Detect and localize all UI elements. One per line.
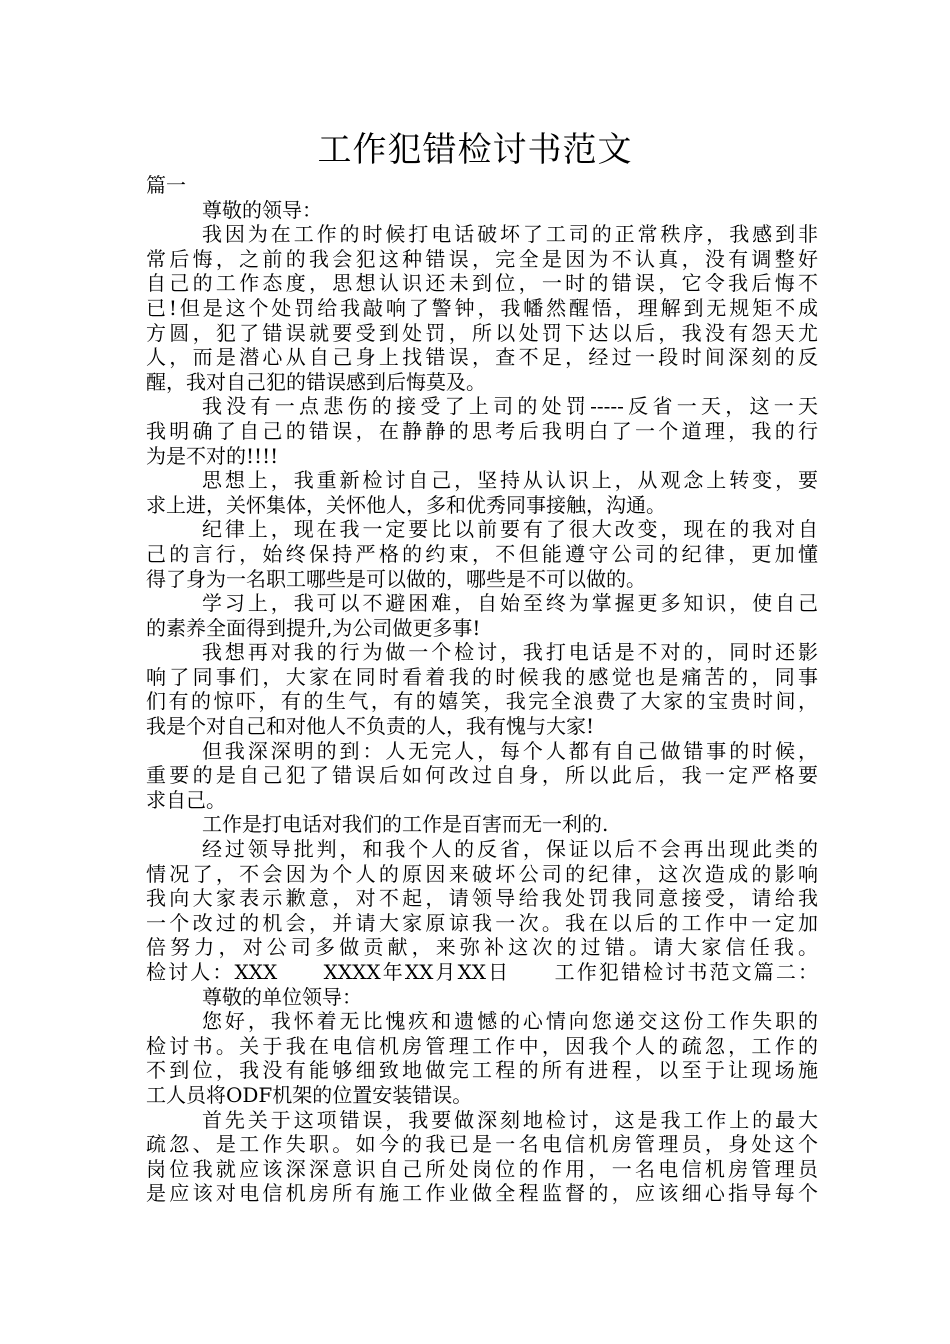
- text-line: 求自己。: [146, 787, 226, 812]
- text-line: 倍努力，对公司多做贡献，来弥补这次的过错。请大家信任我。: [146, 935, 818, 960]
- text-line: 我是个对自己和对他人不负责的人，我有愧与大家!: [146, 714, 595, 739]
- text-line: 工作是打电话对我们的工作是百害而无一利的.: [202, 812, 609, 837]
- text-line: 情况了，不会因为个人的原因来破坏公司的纪律，这次造成的影响: [146, 861, 818, 886]
- text-line: 醒，我对自己犯的错误感到后悔莫及。: [146, 369, 486, 394]
- text-line: 首先关于这项错误，我要做深刻地检讨，这是我工作上的最大: [202, 1107, 818, 1132]
- text-line: 是应该对电信机房所有施工作业做全程监督的，应该细心指导每个: [146, 1181, 818, 1206]
- text-line: 为是不对的!!!!: [146, 443, 279, 468]
- text-line: 检讨书。关于我在电信机房管理工作中，因我个人的疏忽，工作的: [146, 1033, 818, 1058]
- text-line: 但我深深明的到：人无完人，每个人都有自己做错事的时候，: [202, 738, 818, 763]
- text-line: 尊敬的领导：: [202, 197, 322, 222]
- text-line: 纪律上，现在我一定要比以前要有了很大改变，现在的我对自: [202, 517, 818, 542]
- text-line: 篇一: [146, 173, 186, 197]
- text-line: 一个改过的机会，并请大家原谅我一次。我在以后的工作中一定加: [146, 910, 818, 935]
- text-line: 己的言行，始终保持严格的约束，不但能遵守公司的纪律，更加懂: [146, 541, 818, 566]
- text-line: 的素养全面得到提升,为公司做更多事!: [146, 615, 481, 640]
- text-line: 不到位，我没有能够细致地做完工程的所有进程，以至于让现场施: [146, 1058, 818, 1083]
- text-line: 自己的工作态度，思想认识还未到位，一时的错误，它令我后悔不: [146, 271, 818, 296]
- text-line: 检讨人：XXX XXXX年XX月XX日 工作犯错检讨书范文篇二：: [146, 960, 818, 984]
- text-line: 思想上，我重新检讨自己，坚持从认识上，从观念上转变，要: [202, 468, 818, 493]
- text-line: 响了同事们，大家在同时看着我的时候我的感觉也是痛苦的，同事: [146, 664, 818, 689]
- document-body: [146, 173, 818, 1206]
- text-line: 我因为在工作的时候打电话破坏了工司的正常秩序，我感到非: [202, 222, 818, 247]
- text-line: 方圆，犯了错误就要受到处罚，所以处罚下达以后，我没有怨天尤: [146, 320, 818, 345]
- text-line: 学习上，我可以不避困难，自始至终为掌握更多知识，使自己: [202, 591, 818, 616]
- text-line: 经过领导批判，和我个人的反省，保证以后不会再出现此类的: [202, 837, 818, 862]
- text-line: 工人员将ODF机架的位置安装错误。: [146, 1082, 473, 1107]
- text-line: 重要的是自己犯了错误后如何改过自身，所以此后，我一定严格要: [146, 763, 818, 788]
- text-line: 我明确了自己的错误，在静静的思考后我明白了一个道理，我的行: [146, 418, 818, 443]
- text-line: 尊敬的单位领导：: [202, 984, 362, 1009]
- text-line: 们有的惊吓，有的生气，有的嬉笑，我完全浪费了大家的宝贵时间，: [146, 689, 818, 714]
- text-line: 已!但是这个处罚给我敲响了警钟，我幡然醒悟，理解到无规矩不成: [146, 295, 818, 320]
- text-line: 您好，我怀着无比愧疚和遗憾的心情向您递交这份工作失职的: [202, 1009, 818, 1034]
- text-line: 我向大家表示歉意，对不起，请领导给我处罚我同意接受，请给我: [146, 886, 818, 911]
- text-line: 求上进，关怀集体，关怀他人，多和优秀同事接触，沟通。: [146, 492, 666, 517]
- text-line: 我想再对我的行为做一个检讨，我打电话是不对的，同时还影: [202, 640, 818, 665]
- text-line: 疏忽、是工作失职。如今的我已是一名电信机房管理员，身处这个: [146, 1132, 818, 1157]
- document-title: 工作犯错检讨书范文: [317, 130, 633, 170]
- text-line: 我没有一点悲伤的接受了上司的处罚-----反省一天，这一天: [202, 394, 818, 419]
- text-line: 常后悔，之前的我会犯这种错误，完全是因为不认真，没有调整好: [146, 246, 818, 271]
- text-line: 人，而是潜心从自己身上找错误，查不足，经过一段时间深刻的反: [146, 345, 818, 370]
- text-line: 得了身为一名职工哪些是可以做的，哪些是不可以做的。: [146, 566, 646, 591]
- text-line: 岗位我就应该深深意识自己所处岗位的作用，一名电信机房管理员: [146, 1156, 818, 1181]
